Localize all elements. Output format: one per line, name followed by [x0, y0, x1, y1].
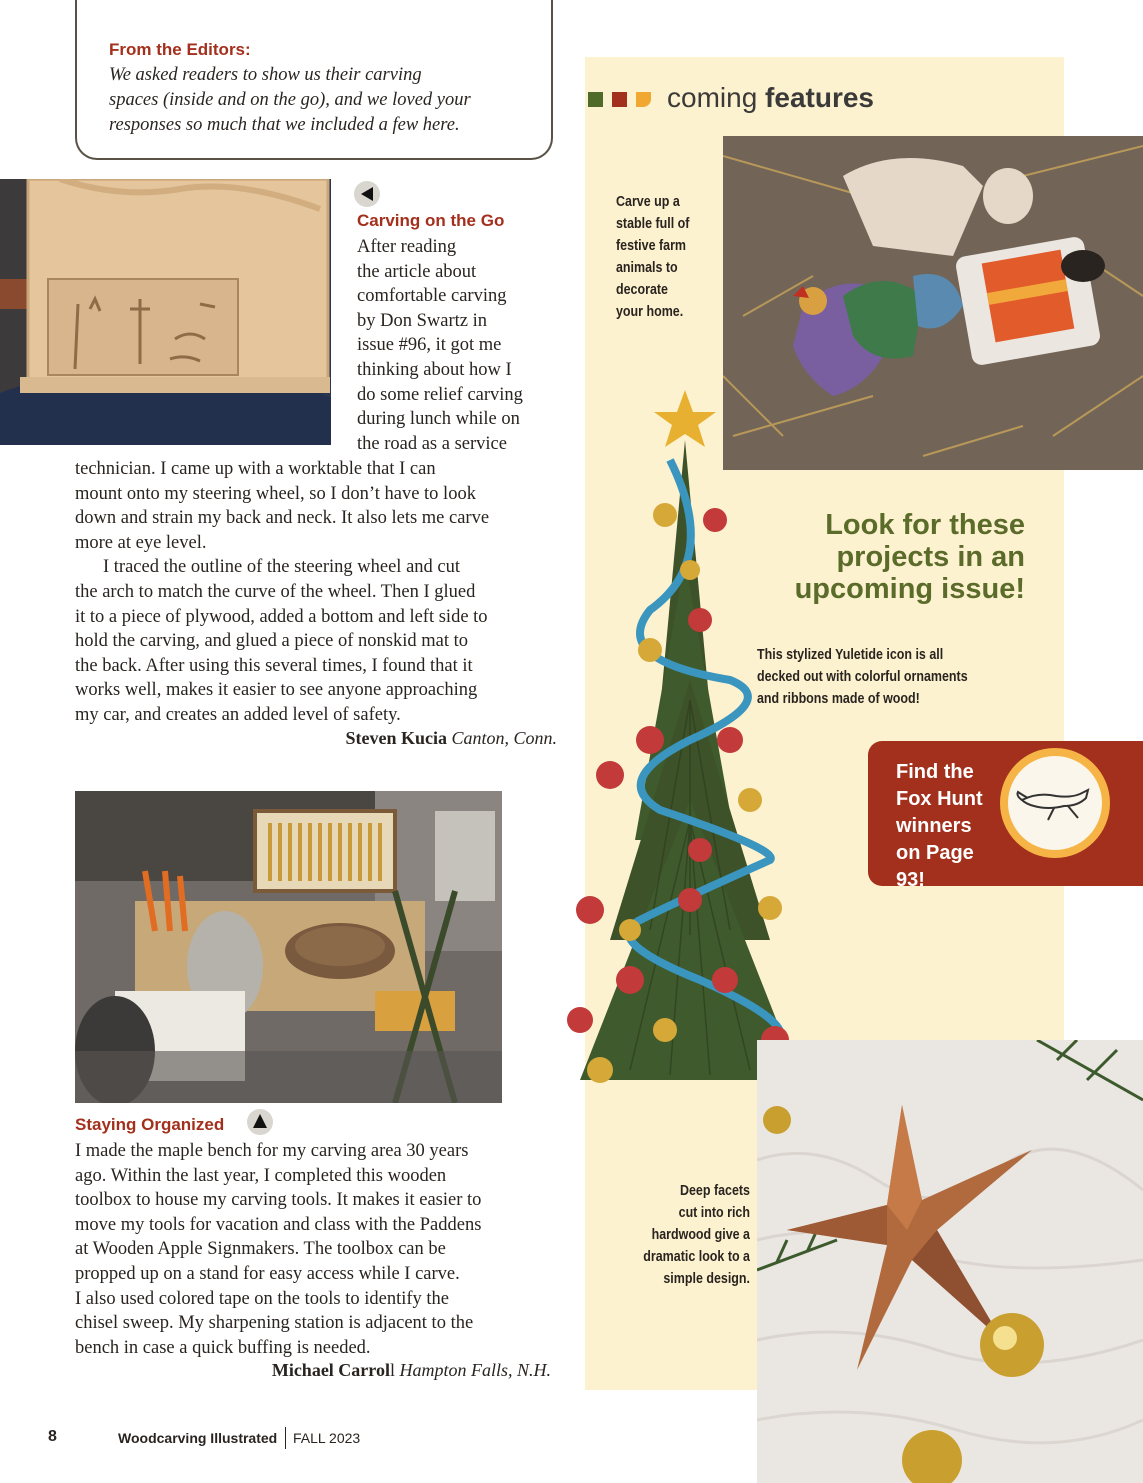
author-location: Canton, Conn. [451, 728, 557, 748]
fox-hunt-line: on Page 93! [896, 842, 974, 891]
signature-michael-carroll [75, 1360, 551, 1381]
author-name: Steven Kucia [345, 728, 447, 748]
author-name-suffix: l [389, 1360, 395, 1380]
author-location: Hampton Falls, N.H. [399, 1360, 551, 1380]
text-line: the back. After using this several times, I found that it [75, 655, 473, 676]
text-line: technician. I came up with a worktable that I can [75, 459, 436, 479]
fox-hunt-text [896, 759, 1006, 894]
text-line: during lunch while on [357, 409, 520, 430]
caption-line: animals to [616, 260, 678, 276]
heading-line: projects in an [836, 541, 1025, 573]
caption-line: and ribbons made of wood! [757, 691, 920, 707]
editors-heading: From the Editors: [109, 40, 251, 59]
christmas-tree-image [540, 380, 810, 1100]
signature-steven-kucia [75, 728, 557, 749]
text-line: chisel sweep. My sharpening station is adjacent to the [75, 1313, 474, 1334]
caption-line: Carve up a [616, 194, 680, 210]
arrow-left-icon [354, 181, 380, 207]
text-line: works well, makes it easier to see anyone approaching [75, 680, 478, 701]
workshop-photo [75, 791, 502, 1103]
fox-hunt-line: Fox Hunt [896, 788, 983, 810]
staying-organized-text [75, 1139, 560, 1360]
text-line: the arch to match the curve of the wheel. Then I glued [75, 581, 476, 602]
text-line: my car, and creates an added level of safety. [75, 704, 401, 725]
carving-on-the-go-heading: Carving on the Go [357, 211, 505, 230]
text-line: I traced the outline of the steering wheel and cut [103, 557, 461, 578]
carving-on-the-go-narrow-text [357, 235, 557, 456]
text-line: comfortable carving [357, 286, 507, 307]
text-line: hold the carving, and glued a piece of nonskid mat to [75, 631, 469, 652]
title-bold: features [765, 82, 874, 113]
caption-line: hardwood give a [651, 1227, 750, 1243]
text-line: mount onto my steering wheel, so I don’t have to look [75, 483, 476, 504]
heading-line: upcoming issue! [794, 573, 1025, 605]
text-line: the road as a service [357, 433, 507, 454]
page-number: 8 [48, 1428, 57, 1445]
fox-hunt-line: winners [896, 815, 972, 837]
issue-label: FALL 2023 [293, 1430, 361, 1446]
fox-hunt-line: Find the [896, 761, 974, 783]
look-for-projects-heading [760, 509, 1025, 605]
text-line: I made the maple bench for my carving area 30 years [75, 1141, 469, 1161]
fox-icon [1008, 756, 1102, 850]
fox-badge [1000, 748, 1110, 858]
text-line: thinking about how I [357, 359, 512, 380]
caption-line: Deep facets [679, 1183, 750, 1199]
caption-line: festive farm [616, 238, 687, 254]
staying-organized-heading: Staying Organized [75, 1115, 225, 1134]
arrow-up-icon [247, 1109, 273, 1135]
editors-intro [109, 63, 539, 138]
carved-star-photo [757, 1040, 1143, 1483]
text-line: issue #96, it got me [357, 335, 502, 356]
caption-line: cut into rich [678, 1205, 750, 1221]
caption-line: dramatic look to a [643, 1249, 750, 1265]
text-line: ago. Within the last year, I completed this wooden [75, 1165, 447, 1186]
caption-line: decorate [616, 282, 668, 298]
tree-caption [757, 644, 968, 710]
text-line: by Don Swartz in [357, 310, 487, 331]
caption-line: stable full of [616, 216, 690, 232]
text-line: move my tools for vacation and class with the Paddens [75, 1214, 482, 1235]
text-line: I also used colored tape on the tools to identify the [75, 1288, 450, 1309]
caption-line: This stylized Yuletide icon is all [757, 647, 944, 663]
text-line: propped up on a stand for easy access while I carve. [75, 1263, 460, 1284]
text-line: the article about [357, 261, 477, 282]
text-line: down and strain my back and neck. It also lets me carve [75, 508, 490, 529]
coming-features-title [667, 82, 874, 114]
carving-on-the-go-wide-text [75, 457, 560, 728]
text-line: toolbox to house my carving tools. It makes it easier to [75, 1190, 482, 1211]
text-line: bench in case a quick buffing is needed. [75, 1337, 371, 1358]
text-line: more at eye level. [75, 532, 207, 553]
farm-animals-caption [616, 191, 689, 323]
title-light: coming [667, 82, 758, 113]
text-line: After reading [357, 237, 457, 257]
author-name: Michael Carrol [271, 1360, 390, 1380]
red-square-icon [612, 92, 627, 107]
text-line: do some relief carving [357, 384, 523, 405]
editors-line: responses so much that we included a few here. [109, 115, 460, 135]
caption-line: your home. [616, 304, 684, 320]
text-line: at Wooden Apple Signmakers. The toolbox can be [75, 1239, 446, 1260]
magazine-name: Woodcarving Illustrated [118, 1430, 278, 1446]
footer-divider [285, 1427, 286, 1449]
caption-line: decked out with colorful ornaments [757, 669, 968, 685]
star-caption [624, 1180, 750, 1290]
heading-line: Look for these [825, 509, 1025, 541]
green-square-icon [588, 92, 603, 107]
editors-line: We asked readers to show us their carving [109, 65, 422, 85]
text-line: it to a piece of plywood, added a bottom and left side to [75, 606, 488, 627]
editors-line: spaces (inside and on the go), and we loved your [109, 90, 471, 110]
caption-line: simple design. [663, 1271, 750, 1287]
steering-wheel-photo [0, 179, 331, 445]
